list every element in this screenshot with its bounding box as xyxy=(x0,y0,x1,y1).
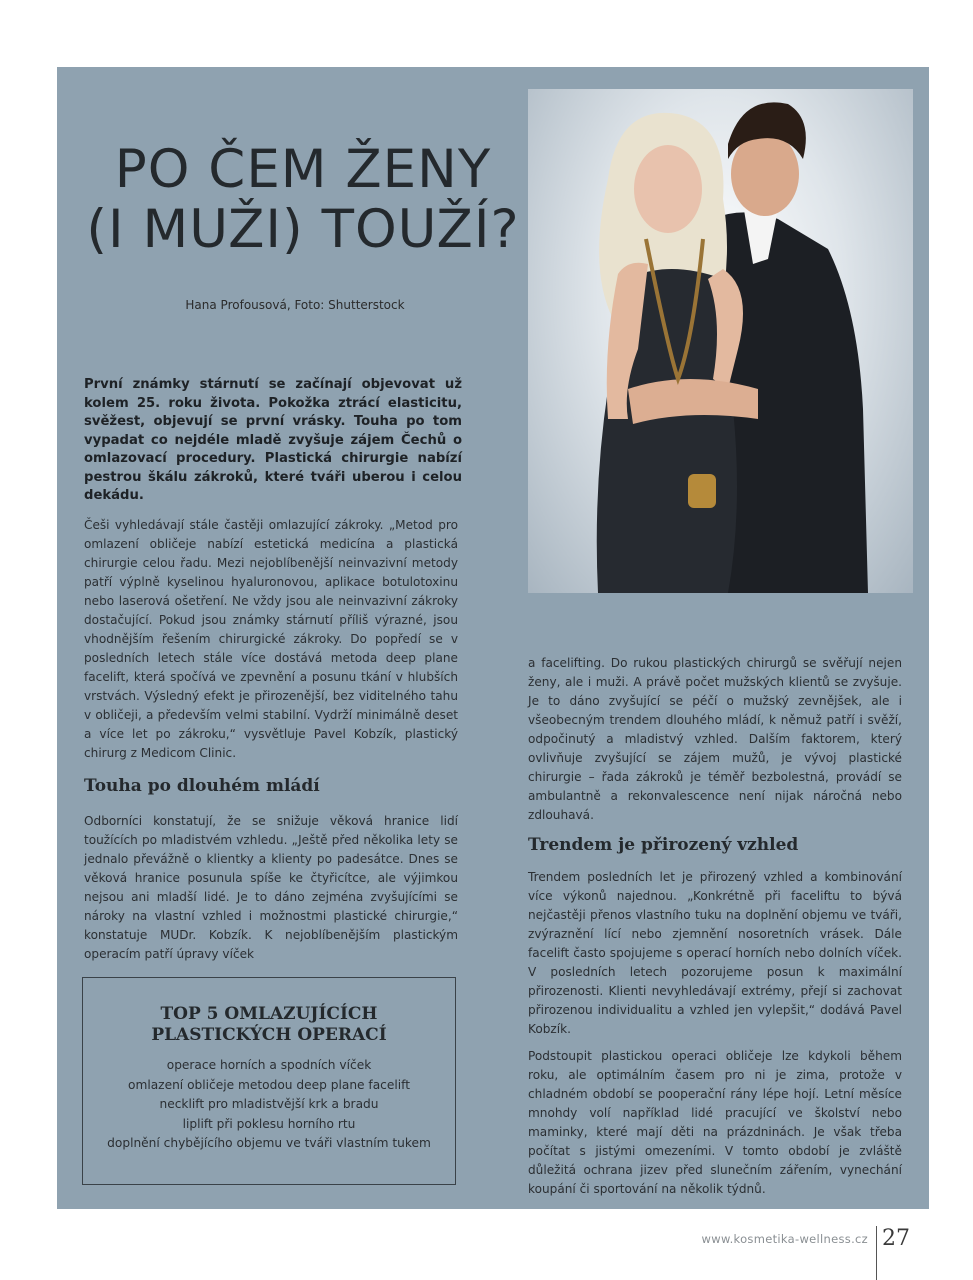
article-paragraph-3: a facelifting. Do rukou plastických chirurgů se svěřují nejen ženy, ale i muži. A právě počet mužských klientů se zvyšuje. Je to dáno zvyšující se péčí o mužský zevnějšek, ale i všeobecným trendem dlouhého mládí, k němuž patří i svěží, odpočinutý a mladistvý vzhled. Dalším faktorem, který ovlivňuje zvyšující se zájem mužů, je vývoj plastické chirurgie – řada zákroků je téměř bezbolestná, provádí se ambulantně a rekonvalescence není nijak náročná nebo zdlouhavá. xyxy=(528,656,902,822)
article-paragraph-1: Češi vyhledávají stále častěji omlazující zákroky. „Metod pro omlazení obličeje nabízí estetická medicína a plastická chirurgie celou řadu. Mezi nejoblíbenější neinvazivní metody patří výplně kyselinou hyaluronovou, aplikace botulotoxinu nebo laserová ošetření. Ne vždy jsou ale neinvazivní zákroky dostačující. Pokud jsou známky stárnutí příliš výrazné, jsou vhodnějším řešením chirurgické zákroky. Do popředí se v posledních letech stále více dostává metoda deep plane facelift, která spočívá ve zpevnění a posunu tkání v hlubších vrstvách. Výsledný efekt je přirozenější, bez viditelného tahu v obličeji, a především velmi stabilní. Vydrží minimálně deset a více let po zákroku,“ vysvětluje Pavel Kobzík, plastický chirurg z Medicom Clinic. xyxy=(84,518,458,760)
article-paragraph-4: Trendem posledních let je přirozený vzhled a kombinování více výkonů najednou. „Konkrétně při faceliftu to bývá nejčastěji přenos vlastního tuku na doplnění objemu ve tváři, zvýraznění lící nebo zjemnění nosoretních vrásek. Dále facelift často spojujeme s operací horních nebo dolních víček. V posledních letech pozorujeme posun k maximální přirozenosti. Klienti nevyhledávají extrémy, přejí si zachovat přirozenou individualitu a vzhled jen vylepšit,“ dodává Pavel Kobzík. xyxy=(528,870,902,1036)
section-heading-2: Trendem je přirozený vzhled xyxy=(528,835,799,855)
top5-item: omlazení obličeje metodou deep plane facelift xyxy=(128,1077,410,1092)
top5-item: necklift pro mladistvější krk a bradu xyxy=(159,1097,379,1112)
couple-illustration xyxy=(528,89,913,593)
section-heading-1: Touha po dlouhém mládí xyxy=(84,776,320,796)
footer-divider xyxy=(876,1226,877,1280)
article-paragraph-5: Podstoupit plastickou operaci obličeje lze kdykoli během roku, ale optimálním časem pro ni je zima, protože v chladném období se pooperační rány lépe hojí. Letní měsíce mnohdy volí například lidé pracující ve školství nebo maminky, které mají děti na prázdninách. Je však třeba počítat s jistými omezeními. V tomto období je zvláště důležitá ochrana jizev před slunečním zářením, vynechání koupání či sportování na několik týdnů. xyxy=(528,1049,902,1196)
article-byline: Hana Profousová, Foto: Shutterstock xyxy=(185,298,405,312)
article-title-line-2: (I MUŽI) TOUŽÍ? xyxy=(86,199,520,260)
top5-title xyxy=(83,1004,455,1046)
article-title xyxy=(78,140,528,260)
couple-photo xyxy=(528,89,913,593)
top5-item: operace horních a spodních víček xyxy=(166,1058,372,1072)
top5-list xyxy=(83,1056,455,1154)
top5-item: doplnění chybějícího objemu ve tváři vlastním tukem xyxy=(107,1136,431,1151)
top5-title-line-1: TOP 5 OMLAZUJÍCÍCH xyxy=(160,1004,378,1024)
footer-url[interactable]: www.kosmetika-wellness.cz xyxy=(701,1232,868,1246)
article-lead: První známky stárnutí se začínají objevovat už kolem 25. roku života. Pokožka ztrácí elasticitu, svěžest, objevují se první vrásky. Touha po tom vypadat co nejdéle mladě zvyšuje zájem Čechů o omlazovací procedury. Plastická chirurgie nabízí pestrou škálu zákroků, které tváři uberou i celou dekádu. xyxy=(84,377,462,503)
top5-item: liplift při poklesu horního rtu xyxy=(182,1116,356,1131)
top5-box xyxy=(82,977,456,1185)
article-paragraph-2: Odborníci konstatují, že se snižuje věková hranice lidí toužících po mladistvém vzhledu. „Ještě před několika lety se jednalo převážně o klientky a klienty po padesátce. Dnes se věková hranice posunula spíše ke čtyřicítce, ale výjimkou nejsou ani mladší lidé. Je to dáno zejména zvyšujícími se nároky na vlastní vzhled i možnostmi plastické chirurgie,“ konstatuje MUDr. Kobzík. K nejoblíbenějším plastickým operacím patří úpravy víček xyxy=(84,814,458,961)
page-number: 27 xyxy=(882,1226,910,1251)
top5-title-line-2: PLASTICKÝCH OPERACÍ xyxy=(151,1025,387,1045)
article-title-line-1: PO ČEM ŽENY xyxy=(114,139,492,200)
